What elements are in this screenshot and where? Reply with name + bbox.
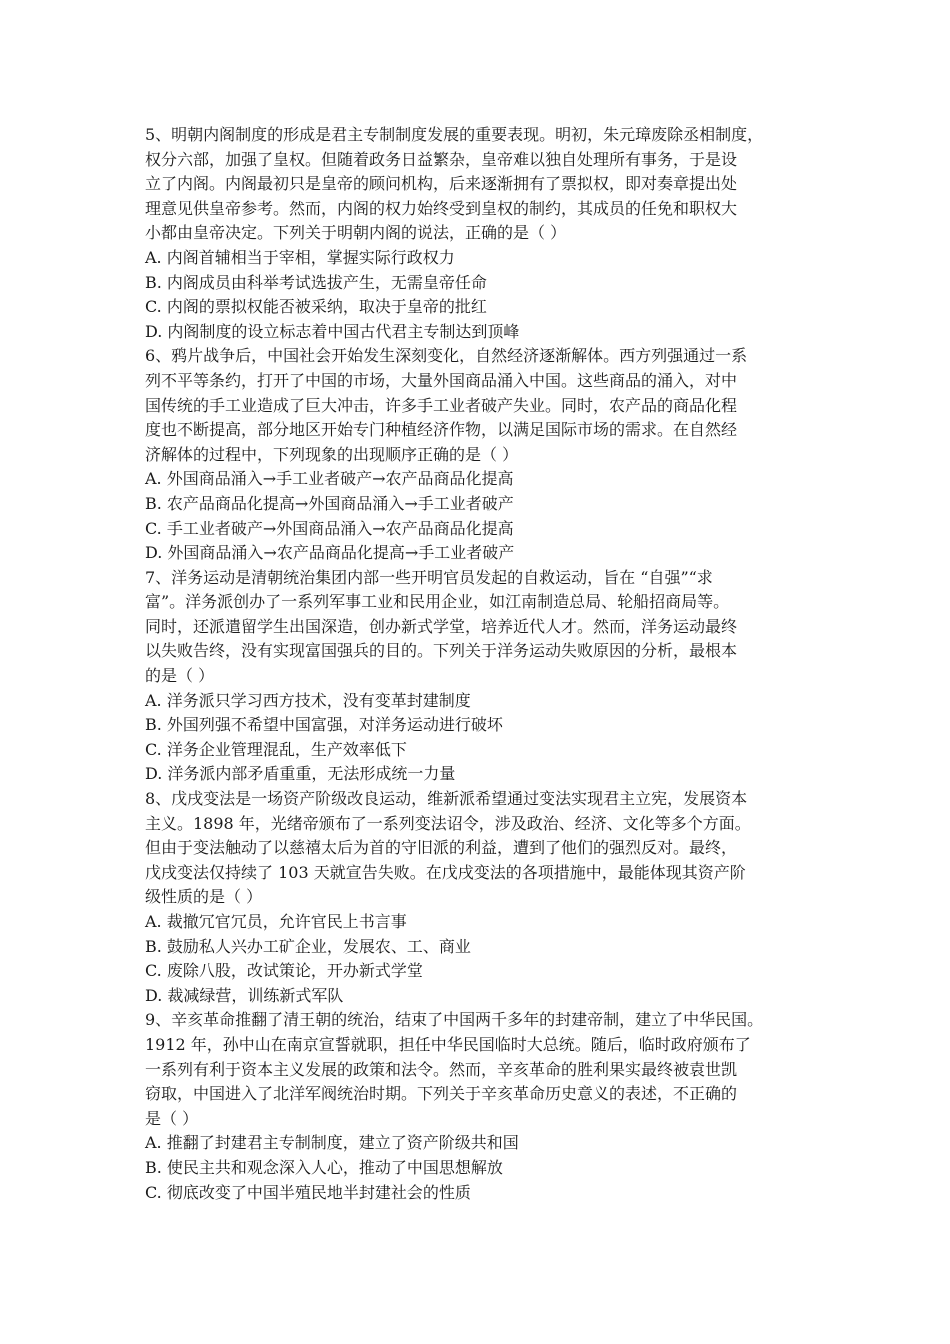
option-c: C. 手工业者破产→外国商品涌入→农产品商品化提高: [145, 518, 514, 538]
option-d: D. 外国商品涌入→农产品商品化提高→手工业者破产: [145, 543, 515, 563]
question-stem-line: 是（ ）: [145, 1108, 199, 1128]
question-stem-line: 5、明朝内阁制度的形成是君主专制制度发展的重要表现。明初，朱元璋废除丞相制度，: [145, 125, 764, 144]
option-d: D. 内阁制度的设立标志着中国古代君主专制达到顶峰: [145, 321, 520, 341]
option-c: C. 内阁的票拟权能否被采纳，取决于皇帝的批红: [145, 297, 487, 317]
question-stem-line: 国传统的手工业造成了巨大冲击，许多手工业者破产失业。同时，农产品的商品化程: [145, 395, 738, 415]
option-d: D. 洋务派内部矛盾重重，无法形成统一力量: [145, 764, 456, 784]
question-5: [145, 123, 815, 344]
option-c: C. 洋务企业管理混乱，生产效率低下: [145, 739, 407, 759]
option-b: B. 内阁成员由科举考试选拔产生，无需皇帝任命: [145, 272, 487, 292]
option-a: A. 洋务派只学习西方技术，没有变革封建制度: [145, 690, 471, 710]
option-a: A. 推翻了封建君主专制制度，建立了资产阶级共和国: [145, 1133, 519, 1153]
option-d: D. 裁减绿营，训练新式军队: [145, 985, 344, 1005]
option-b: B. 鼓励私人兴办工矿企业，发展农、工、商业: [145, 936, 471, 956]
option-c: C. 彻底改变了中国半殖民地半封建社会的性质: [145, 1182, 471, 1202]
question-stem-line: 的是（ ）: [145, 666, 215, 686]
option-c: C. 废除八股，改试策论，开办新式学堂: [145, 961, 423, 981]
question-stem-line: 8、戊戌变法是一场资产阶级改良运动，维新派希望通过变法实现君主立宪，发展资本: [145, 789, 748, 809]
question-8: [145, 787, 815, 1008]
question-stem-line: 一系列有利于资本主义发展的政策和法令。然而，辛亥革命的胜利果实最终被袁世凯: [145, 1059, 738, 1079]
option-b: B. 外国列强不希望中国富强，对洋务运动进行破坏: [145, 715, 503, 735]
option-a: A. 裁撤冗官冗员，允许官民上书言事: [145, 912, 407, 931]
question-stem-line: 主义。1898 年，光绪帝颁布了一系列变法诏令，涉及政治、经济、文化等多个方面。: [145, 813, 751, 833]
question-6: [145, 344, 815, 565]
question-stem-line: 度也不断提高，部分地区开始专门种植经济作物，以满足国际市场的需求。在自然经: [145, 420, 738, 440]
question-stem-line: 列不平等条约，打开了中国的市场，大量外国商品涌入中国。这些商品的涌入，对中: [145, 370, 738, 390]
question-stem-line: 富”。洋务派创办了一系列军事工业和民用企业，如江南制造总局、轮船招商局等。: [145, 592, 730, 612]
question-stem-line: 1912 年，孙中山在南京宣誓就职，担任中华民国临时大总统。随后，临时政府颁布了: [145, 1034, 751, 1054]
option-a: A. 内阁首辅相当于宰相，掌握实际行政权力: [145, 247, 455, 267]
question-stem-line: 级性质的是（ ）: [145, 887, 263, 907]
question-stem-line: 7、洋务运动是清朝统治集团内部一些开明官员发起的自救运动，旨在 “自强”“求: [145, 567, 713, 587]
question-stem-line: 窃取，中国进入了北洋军阀统治时期。下列关于辛亥革命历史意义的表述，不正确的: [145, 1084, 738, 1104]
document-page: [145, 123, 815, 1205]
question-stem-line: 权分六部，加强了皇权。但随着政务日益繁杂，皇帝难以独自处理所有事务，于是设: [145, 149, 738, 169]
option-b: B. 使民主共和观念深入人心，推动了中国思想解放: [145, 1157, 503, 1177]
question-stem-line: 但由于变法触动了以慈禧太后为首的守旧派的利益，遭到了他们的强烈反对。最终，: [145, 838, 738, 858]
question-stem-line: 济解体的过程中，下列现象的出现顺序正确的是（ ）: [145, 444, 519, 464]
question-stem-line: 理意见供皇帝参考。然而，内阁的权力始终受到皇权的制约，其成员的任免和职权大: [145, 198, 738, 218]
question-stem-line: 小都由皇帝决定。下列关于明朝内阁的说法，正确的是（ ）: [145, 223, 567, 243]
question-stem-line: 9、辛亥革命推翻了清王朝的统治，结束了中国两千多年的封建帝制，建立了中华民国。: [145, 1010, 764, 1030]
question-stem-line: 6、鸦片战争后，中国社会开始发生深刻变化，自然经济逐渐解体。西方列强通过一系: [145, 346, 748, 366]
option-b: B. 农产品商品化提高→外国商品涌入→手工业者破产: [145, 493, 514, 513]
question-stem-line: 以失败告终，没有实现富国强兵的目的。下列关于洋务运动失败原因的分析，最根本: [145, 641, 738, 661]
question-stem-line: 立了内阁。内阁最初只是皇帝的顾问机构，后来逐渐拥有了票拟权，即对奏章提出处: [145, 174, 738, 194]
question-stem-line: 同时，还派遣留学生出国深造，创办新式学堂，培养近代人才。然而，洋务运动最终: [145, 616, 738, 636]
option-a: A. 外国商品涌入→手工业者破产→农产品商品化提高: [145, 469, 514, 489]
question-9: [145, 1008, 815, 1205]
question-stem-line: 戊戌变法仅持续了 103 天就宣告失败。在戊戌变法的各项措施中，最能体现其资产阶: [145, 862, 746, 882]
question-7: [145, 566, 815, 787]
